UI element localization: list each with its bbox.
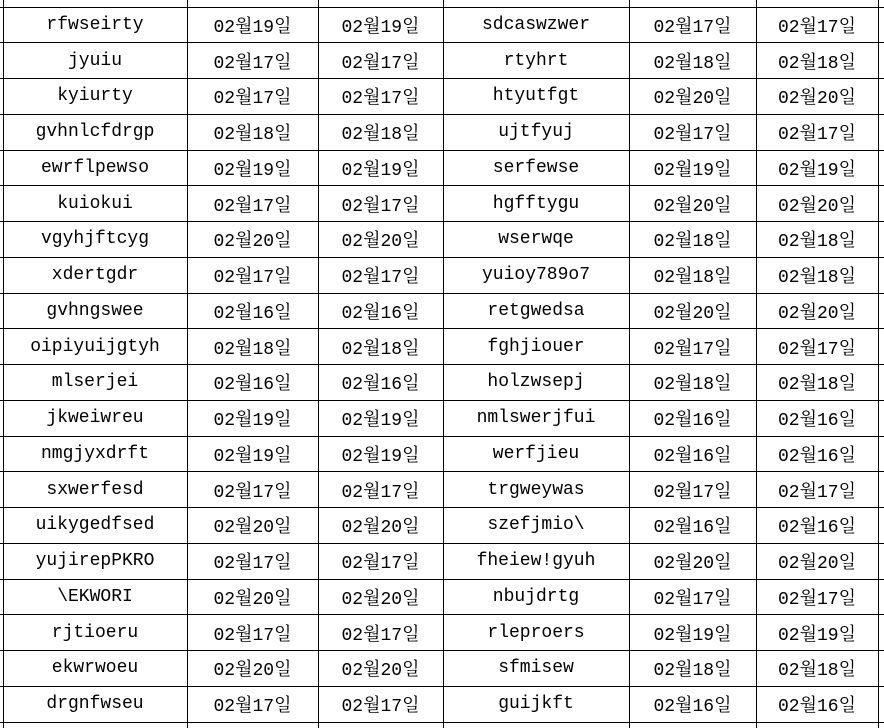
date-cell[interactable]: 02월17일 — [629, 114, 756, 150]
name-cell[interactable]: yuioy789o7 — [443, 257, 629, 293]
name-cell[interactable]: nmgjyxdrft — [3, 436, 187, 472]
table-row — [0, 7, 884, 43]
date-cell[interactable]: 02월18일 — [629, 651, 756, 687]
date-cell[interactable]: 02월20일 — [756, 543, 878, 579]
date-cell[interactable]: 02월17일 — [756, 7, 878, 43]
name-cell[interactable]: hgfftygu — [443, 186, 629, 222]
date-cell[interactable]: 02월20일 — [318, 579, 443, 615]
date-cell[interactable]: 02월17일 — [318, 543, 443, 579]
date-cell[interactable]: 02월17일 — [318, 186, 443, 222]
date-cell[interactable]: 02월17일 — [318, 43, 443, 79]
date-cell[interactable]: 02월17일 — [629, 329, 756, 365]
date-cell[interactable]: 02월16일 — [187, 365, 318, 401]
date-cell[interactable]: 02월20일 — [756, 186, 878, 222]
date-cell[interactable]: 02월17일 — [187, 79, 318, 115]
date-cell[interactable]: 02월17일 — [629, 579, 756, 615]
partial-cell-right — [878, 79, 884, 115]
name-cell[interactable]: ujtfyuj — [443, 114, 629, 150]
partial-cell-right — [878, 543, 884, 579]
table-row — [0, 186, 884, 222]
table-row — [0, 257, 884, 293]
date-cell[interactable]: 02월19일 — [629, 150, 756, 186]
partial-row-bottom — [0, 722, 884, 728]
date-cell[interactable]: 02월16일 — [629, 436, 756, 472]
date-cell[interactable]: 02월19일 — [187, 7, 318, 43]
table-row — [0, 543, 884, 579]
name-cell[interactable]: serfewse — [443, 150, 629, 186]
date-cell[interactable]: 02월17일 — [318, 257, 443, 293]
partial-row-top — [0, 0, 884, 7]
partial-cell — [318, 0, 443, 7]
date-cell[interactable]: 02월17일 — [187, 543, 318, 579]
name-cell[interactable]: sdcaswzwer — [443, 7, 629, 43]
date-cell[interactable]: 02월20일 — [629, 293, 756, 329]
name-cell[interactable]: trgweywas — [443, 472, 629, 508]
table-row — [0, 150, 884, 186]
date-cell[interactable]: 02월17일 — [187, 615, 318, 651]
partial-cell — [878, 0, 884, 7]
date-cell[interactable]: 02월19일 — [318, 400, 443, 436]
date-cell[interactable]: 02월19일 — [318, 436, 443, 472]
partial-cell-right — [878, 257, 884, 293]
name-cell[interactable]: gvhnlcfdrgp — [3, 114, 187, 150]
date-cell[interactable]: 02월19일 — [187, 400, 318, 436]
date-cell[interactable]: 02월17일 — [187, 472, 318, 508]
date-cell[interactable]: 02월17일 — [629, 7, 756, 43]
name-cell[interactable]: sxwerfesd — [3, 472, 187, 508]
name-cell[interactable]: fheiew!gyuh — [443, 543, 629, 579]
partial-cell-right — [878, 293, 884, 329]
date-cell[interactable]: 02월19일 — [187, 150, 318, 186]
table-row — [0, 615, 884, 651]
name-cell[interactable]: \EKWORI — [3, 579, 187, 615]
name-cell[interactable]: drgnfwseu — [3, 686, 187, 722]
table-row — [0, 43, 884, 79]
date-cell[interactable]: 02월17일 — [318, 686, 443, 722]
partial-cell — [443, 722, 629, 728]
date-cell[interactable]: 02월18일 — [629, 257, 756, 293]
partial-cell — [756, 722, 878, 728]
date-cell[interactable]: 02월16일 — [318, 293, 443, 329]
date-cell[interactable]: 02월19일 — [318, 150, 443, 186]
name-cell[interactable]: guijkft — [443, 686, 629, 722]
name-cell[interactable]: rleproers — [443, 615, 629, 651]
name-cell[interactable]: szefjmio\ — [443, 508, 629, 544]
name-cell[interactable]: kuiokui — [3, 186, 187, 222]
name-cell[interactable]: wserwqe — [443, 222, 629, 258]
date-cell[interactable]: 02월18일 — [187, 114, 318, 150]
partial-cell-right — [878, 579, 884, 615]
partial-cell — [3, 722, 187, 728]
date-cell[interactable]: 02월17일 — [756, 114, 878, 150]
date-cell[interactable]: 02월20일 — [187, 651, 318, 687]
partial-cell-right — [878, 222, 884, 258]
date-cell[interactable]: 02월16일 — [756, 508, 878, 544]
date-cell[interactable]: 02월19일 — [318, 7, 443, 43]
date-cell[interactable]: 02월20일 — [756, 293, 878, 329]
partial-cell-right — [878, 615, 884, 651]
date-cell[interactable]: 02월18일 — [187, 329, 318, 365]
partial-cell-right — [878, 186, 884, 222]
partial-cell-right — [878, 436, 884, 472]
date-cell[interactable]: 02월16일 — [629, 508, 756, 544]
name-cell[interactable]: sfmisew — [443, 651, 629, 687]
date-cell[interactable]: 02월19일 — [187, 436, 318, 472]
partial-cell-right — [878, 686, 884, 722]
date-cell[interactable]: 02월17일 — [187, 257, 318, 293]
date-cell[interactable]: 02월16일 — [756, 686, 878, 722]
partial-cell — [187, 722, 318, 728]
date-cell[interactable]: 02월17일 — [318, 79, 443, 115]
date-cell[interactable]: 02월19일 — [756, 615, 878, 651]
table-row — [0, 651, 884, 687]
partial-cell-right — [878, 472, 884, 508]
name-cell[interactable]: rfwseirty — [3, 7, 187, 43]
date-cell[interactable]: 02월20일 — [187, 508, 318, 544]
table-row — [0, 686, 884, 722]
partial-cell-right — [878, 508, 884, 544]
name-cell[interactable]: mlserjei — [3, 365, 187, 401]
name-cell[interactable]: jyuiu — [3, 43, 187, 79]
date-cell[interactable]: 02월16일 — [629, 400, 756, 436]
partial-cell — [878, 722, 884, 728]
name-cell[interactable]: rjtioeru — [3, 615, 187, 651]
partial-cell-right — [878, 400, 884, 436]
date-cell[interactable]: 02월17일 — [756, 472, 878, 508]
name-cell[interactable]: htyutfgt — [443, 79, 629, 115]
name-cell[interactable]: nbujdrtg — [443, 579, 629, 615]
partial-cell-right — [878, 43, 884, 79]
date-cell[interactable]: 02월20일 — [318, 508, 443, 544]
partial-cell-right — [878, 7, 884, 43]
name-cell[interactable]: ekwrwoeu — [3, 651, 187, 687]
partial-cell-right — [878, 329, 884, 365]
name-cell[interactable]: jkweiwreu — [3, 400, 187, 436]
date-cell[interactable]: 02월20일 — [629, 79, 756, 115]
date-cell[interactable]: 02월20일 — [629, 543, 756, 579]
partial-cell-right — [878, 651, 884, 687]
name-cell[interactable]: werfjieu — [443, 436, 629, 472]
date-cell[interactable]: 02월18일 — [629, 365, 756, 401]
name-cell[interactable]: nmlswerjfui — [443, 400, 629, 436]
date-cell[interactable]: 02월18일 — [756, 651, 878, 687]
table-row — [0, 222, 884, 258]
date-cell[interactable]: 02월17일 — [187, 686, 318, 722]
name-cell[interactable]: xdertgdr — [3, 257, 187, 293]
name-cell[interactable]: rtyhrt — [443, 43, 629, 79]
name-cell[interactable]: oipiyuijgtyh — [3, 329, 187, 365]
partial-cell-right — [878, 150, 884, 186]
date-cell[interactable]: 02월16일 — [187, 293, 318, 329]
name-cell[interactable]: retgwedsa — [443, 293, 629, 329]
partial-cell — [443, 0, 629, 7]
name-cell[interactable]: uikygedfsed — [3, 508, 187, 544]
table-row — [0, 436, 884, 472]
date-cell[interactable]: 02월17일 — [187, 43, 318, 79]
partial-cell — [756, 0, 878, 7]
date-cell[interactable]: 02월20일 — [629, 186, 756, 222]
partial-cell — [629, 0, 756, 7]
date-cell[interactable]: 02월16일 — [318, 365, 443, 401]
date-cell[interactable]: 02월18일 — [318, 329, 443, 365]
date-cell[interactable]: 02월18일 — [318, 114, 443, 150]
name-cell[interactable]: holzwsepj — [443, 365, 629, 401]
name-cell[interactable]: ewrflpewso — [3, 150, 187, 186]
date-cell[interactable]: 02월17일 — [187, 186, 318, 222]
name-cell[interactable]: yujirepPKRO — [3, 543, 187, 579]
table-row — [0, 114, 884, 150]
date-cell[interactable]: 02월16일 — [756, 436, 878, 472]
date-cell[interactable]: 02월18일 — [756, 257, 878, 293]
table-row — [0, 400, 884, 436]
partial-cell — [187, 0, 318, 7]
date-cell[interactable]: 02월17일 — [629, 472, 756, 508]
date-cell[interactable]: 02월20일 — [187, 222, 318, 258]
name-cell[interactable]: vgyhjftcyg — [3, 222, 187, 258]
date-cell[interactable]: 02월20일 — [318, 222, 443, 258]
date-cell[interactable]: 02월16일 — [629, 686, 756, 722]
date-cell[interactable]: 02월20일 — [318, 651, 443, 687]
date-cell[interactable]: 02월17일 — [318, 472, 443, 508]
table-row — [0, 508, 884, 544]
date-cell[interactable]: 02월18일 — [756, 222, 878, 258]
date-cell[interactable]: 02월18일 — [756, 43, 878, 79]
date-cell[interactable]: 02월20일 — [187, 579, 318, 615]
date-cell[interactable]: 02월17일 — [318, 615, 443, 651]
table-row — [0, 365, 884, 401]
partial-cell — [318, 722, 443, 728]
date-cell[interactable]: 02월19일 — [756, 150, 878, 186]
name-cell[interactable]: kyiurty — [3, 79, 187, 115]
partial-cell — [3, 0, 187, 7]
date-cell[interactable]: 02월18일 — [629, 43, 756, 79]
partial-cell — [629, 722, 756, 728]
date-cell[interactable]: 02월18일 — [629, 222, 756, 258]
date-cell[interactable]: 02월20일 — [756, 79, 878, 115]
partial-cell-right — [878, 114, 884, 150]
date-cell[interactable]: 02월17일 — [756, 329, 878, 365]
name-cell[interactable]: fghjiouer — [443, 329, 629, 365]
table-row — [0, 329, 884, 365]
table-row — [0, 79, 884, 115]
table-row — [0, 293, 884, 329]
partial-cell-right — [878, 365, 884, 401]
date-cell[interactable]: 02월18일 — [756, 365, 878, 401]
date-cell[interactable]: 02월19일 — [629, 615, 756, 651]
name-cell[interactable]: gvhngswee — [3, 293, 187, 329]
table-row — [0, 579, 884, 615]
table-row — [0, 472, 884, 508]
date-cell[interactable]: 02월16일 — [756, 400, 878, 436]
date-cell[interactable]: 02월17일 — [756, 579, 878, 615]
